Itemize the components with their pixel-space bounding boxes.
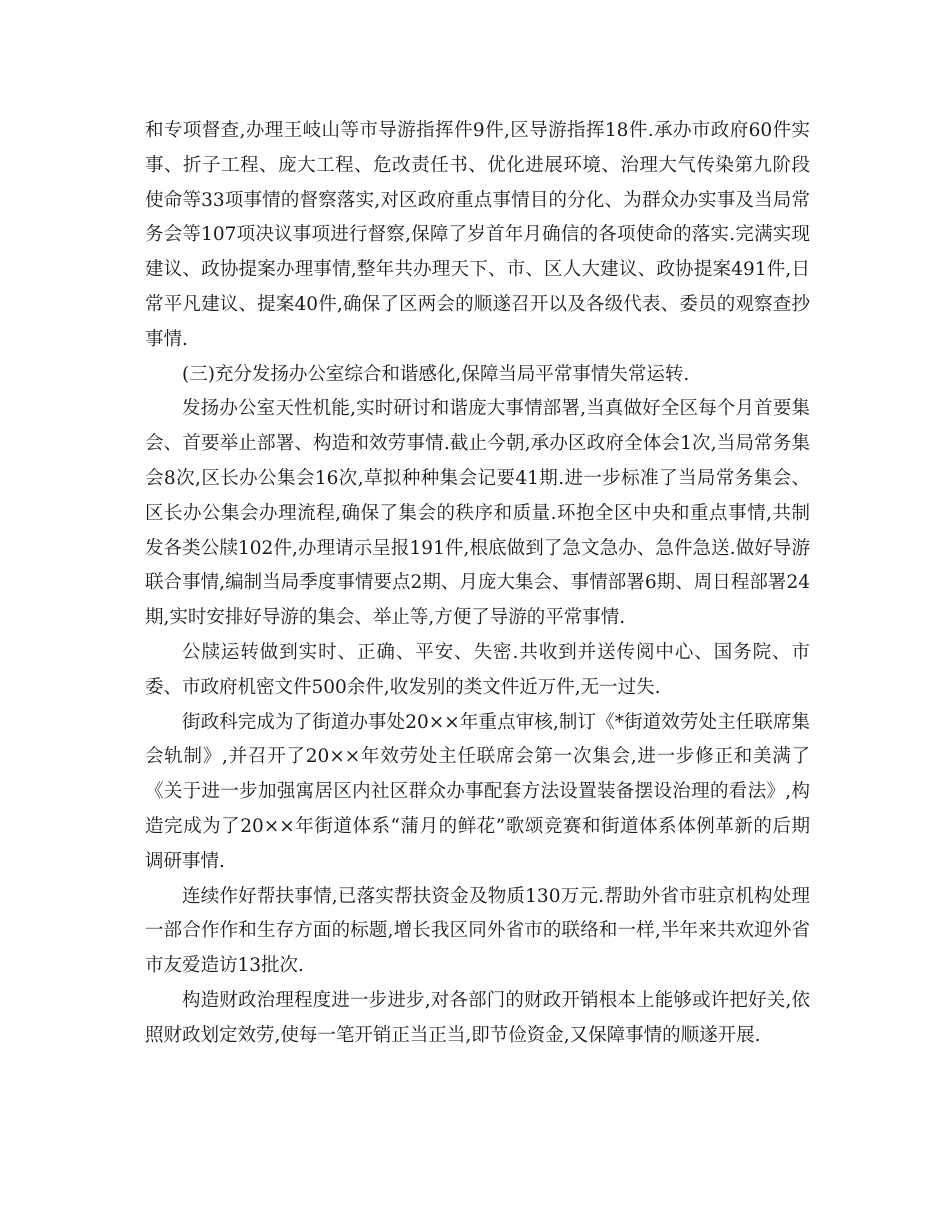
paragraph-heading-section-3: (三)充分发扬办公室综合和谐感化,保障当局平常事情失常运转. <box>182 363 690 385</box>
paragraph-street-affairs: 街政科完成为了街道办事处20××年重点审核,制订《*街道效劳处主任联席集会轨制》,并召开了20××年效劳处主任联席会第一次集会,进一步修正和美满了《关于进一步加强寓居区内社区群众办事配套方法设置装备摆设治理的看法》,构造完成为了20××年街道体系“蒲月的鲜花”歌颂竞赛和街道体系体例革新的后期调研事情. <box>145 711 810 872</box>
paragraph-document-circulation: 公牍运转做到实时、正确、平安、失密.共收到并送传阅中心、国务院、市委、市政府机密文件500余件,收发别的类文件近万件,无一过失. <box>145 641 810 698</box>
paragraph-finance-management: 构造财政治理程度进一步进步,对各部门的财政开销根本上能够或许把好关,依照财政划定效劳,使每一笔开销正当正当,即节俭资金,又保障事情的顺遂开展. <box>145 989 810 1046</box>
document-body <box>145 114 810 1054</box>
paragraph-assistance-work: 连续作好帮扶事情,已落实帮扶资金及物质130万元.帮助外省市驻京机构处理一部合作作和生存方面的标题,增长我区同外省市的联络和一样,半年来共欢迎外省市友爱造访13批次. <box>145 885 810 977</box>
paragraph-office-functions: 发扬办公室天性机能,实时研讨和谐庞大事情部署,当真做好全区每个月首要集会、首要举止部署、构造和效劳事情.截止今朝,承办区政府全体会1次,当局常务集会8次,区长办公集会16次,草拟种种集会记要41期.进一步标准了当局常务集会、区长办公集会办理流程,确保了集会的秩序和质量.环抱全区中央和重点事情,共制发各类公牍102件,办理请示呈报191件,根底做到了急文急办、急件急送.做好导游联合事情,编制当局季度事情要点2期、月庞大集会、事情部署6期、周日程部署24期,实时安排好导游的集会、举止等,方便了导游的平常事情. <box>145 398 810 629</box>
paragraph-supervision: 和专项督查,办理王岐山等市导游指挥件9件,区导游指挥18件.承办市政府60件实事、折子工程、庞大工程、危改责任书、优化进展环境、治理大气传染第九阶段使命等33项事情的督察落实,对区政府重点事情目的分化、为群众办实事及当局常务会等107项决议事项进行督察,保障了岁首年月确信的各项使命的落实.完满实现建议、政协提案办理事情,整年共办理天下、市、区人大建议、政协提案491件,日常平凡建议、提案40件,确保了区两会的顺遂召开以及各级代表、委员的观察查抄事情. <box>145 120 810 350</box>
